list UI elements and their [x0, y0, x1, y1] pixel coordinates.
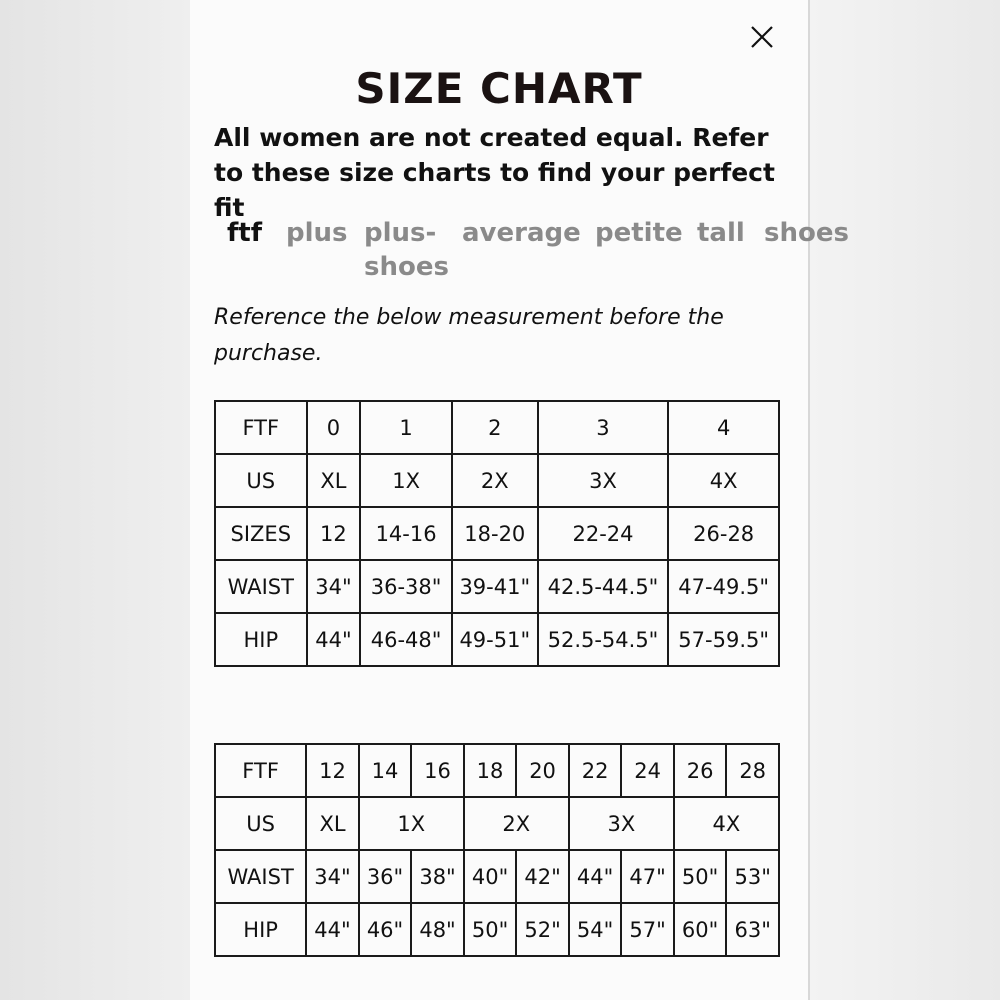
close-button[interactable]	[747, 22, 777, 52]
table-cell: WAIST	[215, 560, 307, 613]
tab-plus-shoes-line2: shoes	[364, 252, 449, 282]
table-row	[215, 903, 779, 956]
table-cell: 42.5-44.5"	[538, 560, 669, 613]
tab-ftf[interactable]: ftf	[227, 218, 263, 248]
table-cell: WAIST	[215, 850, 306, 903]
table-cell: 2X	[464, 797, 569, 850]
table-cell: 53"	[726, 850, 779, 903]
table-cell: 46-48"	[360, 613, 452, 666]
table-cell: 24	[621, 744, 674, 797]
size-tabs	[214, 216, 854, 296]
table-cell: 2X	[452, 454, 538, 507]
measurement-note: Reference the below measurement before the purchase.	[214, 305, 724, 366]
tab-petite[interactable]: petite	[595, 218, 683, 248]
table-cell: 1X	[359, 797, 464, 850]
tab-plus[interactable]: plus	[286, 218, 348, 248]
table-row	[215, 744, 779, 797]
table-cell: 26-28	[668, 507, 779, 560]
table-cell: XL	[307, 454, 361, 507]
table-cell: 40"	[464, 850, 517, 903]
tab-tall[interactable]: tall	[697, 218, 745, 248]
background-left	[0, 0, 190, 1000]
table-cell: 4X	[674, 797, 779, 850]
table-cell: 46"	[359, 903, 412, 956]
size-chart-modal	[190, 0, 849, 1000]
table-cell: 3X	[569, 797, 674, 850]
table-cell: HIP	[215, 903, 306, 956]
table-cell: 2	[452, 401, 538, 454]
background-right	[810, 0, 1000, 1000]
table-cell: 44"	[307, 613, 361, 666]
size-table-detailed	[214, 743, 780, 957]
table-cell: US	[215, 454, 307, 507]
table-row	[215, 454, 779, 507]
table-cell: 60"	[674, 903, 727, 956]
table-cell: 3X	[538, 454, 669, 507]
table-cell: 1X	[360, 454, 452, 507]
tab-plus-shoes-line1: plus-	[364, 218, 437, 248]
table-cell: 34"	[307, 560, 361, 613]
table-cell: 36"	[359, 850, 412, 903]
table-cell: 20	[516, 744, 569, 797]
table-cell: 34"	[306, 850, 359, 903]
table-cell: 22-24	[538, 507, 669, 560]
close-icon[interactable]	[747, 22, 777, 52]
table-cell: SIZES	[215, 507, 307, 560]
table-cell: 14-16	[360, 507, 452, 560]
table-cell: 0	[307, 401, 361, 454]
table-cell: 18	[464, 744, 517, 797]
table-cell: 50"	[674, 850, 727, 903]
table-row	[215, 560, 779, 613]
table-cell: 28	[726, 744, 779, 797]
table-cell: FTF	[215, 744, 306, 797]
table-cell: 1	[360, 401, 452, 454]
table-cell: 3	[538, 401, 669, 454]
page-title: SIZE CHART	[355, 64, 643, 113]
subtitle: All women are not created equal. Refer to these size charts to find your perfect fit	[214, 123, 775, 222]
table-cell: 4	[668, 401, 779, 454]
table-cell: 47"	[621, 850, 674, 903]
table-cell: 18-20	[452, 507, 538, 560]
table-cell: 12	[307, 507, 361, 560]
table-cell: 38"	[411, 850, 464, 903]
size-table-main	[214, 400, 780, 667]
table-cell: FTF	[215, 401, 307, 454]
table-row	[215, 613, 779, 666]
table-cell: 48"	[411, 903, 464, 956]
table-row	[215, 401, 779, 454]
table-cell: 50"	[464, 903, 517, 956]
table-cell: 26	[674, 744, 727, 797]
table-cell: 47-49.5"	[668, 560, 779, 613]
table-row	[215, 850, 779, 903]
tab-shoes[interactable]: shoes	[764, 218, 849, 248]
table-cell: 49-51"	[452, 613, 538, 666]
table-cell: 44"	[569, 850, 622, 903]
table-row	[215, 797, 779, 850]
table-cell: HIP	[215, 613, 307, 666]
table-cell: 12	[306, 744, 359, 797]
table-cell: XL	[306, 797, 359, 850]
table-cell: 52.5-54.5"	[538, 613, 669, 666]
table-cell: 16	[411, 744, 464, 797]
table-cell: 14	[359, 744, 412, 797]
table-cell: 54"	[569, 903, 622, 956]
table-cell: 4X	[668, 454, 779, 507]
table-cell: 39-41"	[452, 560, 538, 613]
table-cell: 57"	[621, 903, 674, 956]
table-row	[215, 507, 779, 560]
table-cell: 42"	[516, 850, 569, 903]
table-cell: 52"	[516, 903, 569, 956]
table-cell: US	[215, 797, 306, 850]
table-cell: 63"	[726, 903, 779, 956]
table-cell: 36-38"	[360, 560, 452, 613]
table-cell: 22	[569, 744, 622, 797]
tab-average[interactable]: average	[462, 218, 581, 248]
table-cell: 57-59.5"	[668, 613, 779, 666]
tab-plus-shoes[interactable]	[364, 216, 449, 284]
table-cell: 44"	[306, 903, 359, 956]
